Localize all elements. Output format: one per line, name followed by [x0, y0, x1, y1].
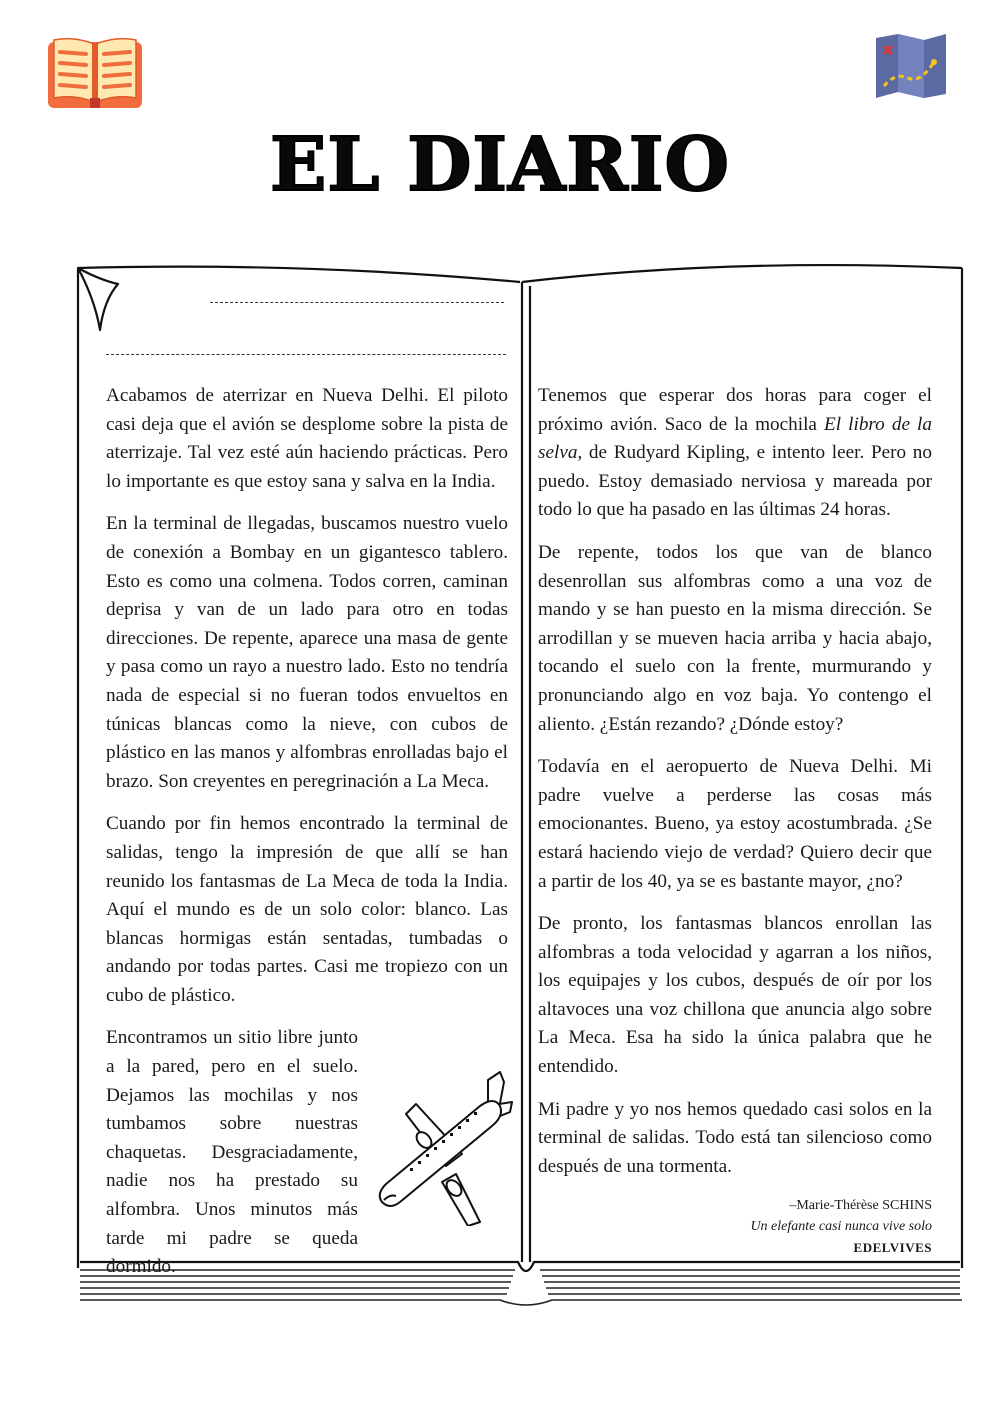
- paragraph: Mi padre y yo nos hemos quedado casi solos en la terminal de salidas. Todo está tan silencioso como después de una tormenta.: [538, 1098, 932, 1177]
- blank-line-top: [210, 302, 504, 303]
- blank-line-bottom: [106, 354, 506, 355]
- source-credit: [538, 1195, 932, 1258]
- airplane-illustration: [376, 1070, 514, 1226]
- paragraph: En la terminal de llegadas, buscamos nuestro vuelo de conexión a Bombay en un gigantesco tablero. Esto es como una colmena. Todos corren, caminan deprisa y van de un lado para otro en todas direcciones. De repente, aparece una masa de gente y pasa como un rayo a nuestro lado. Esto no tendría nada de especial si no fueran todos envueltos en túnicas blancas como la nieve, con cubos de plástico en las manos y alfombras enrolladas bajo el brazo. Son creyentes en peregrinación a La Meca.: [106, 513, 508, 792]
- paragraph: Cuando por fin hemos encontrado la terminal de salidas, tengo la impresión de que allí se han reunido los fantasmas de La Meca de toda la India. Aquí el mundo es de un solo color: blanco. Las blancas hormigas están sentadas, tumbadas o andando por todas partes. Casi me tropiezo con un cubo de plástico.: [106, 813, 508, 1006]
- paragraph-text: , de Rudyard Kipling, e intento leer. Pero no puedo. Estoy demasiado nerviosa y mareada por todo lo que ha pasado en las últimas 24 horas.: [538, 442, 932, 521]
- credit-book-title: Un elefante casi nunca vive solo: [750, 1219, 932, 1235]
- credit-publisher: EDELVIVES: [853, 1240, 932, 1256]
- paragraph: Acabamos de aterrizar en Nueva Delhi. El piloto casi deja que el avión se desplome sobre la pista de aterrizaje. Tal vez esté aún haciendo prácticas. Pero lo importante es que estoy sana y salva en la India.: [106, 385, 508, 492]
- paragraph-text: Tenemos que esperar dos horas para coger el próximo avión. Saco de la mochila: [538, 385, 932, 435]
- paragraph: De pronto, los fantasmas blancos enrollan las alfombras a toda velocidad y agarran a los niños, los equipajes y los cubos, después de oír por los altavoces una voz chillona que anuncia algo sobre La Meca. Esa ha sido la única palabra que he entendido.: [538, 913, 932, 1078]
- book-title-inline: El libro de la selva: [538, 413, 932, 464]
- credit-author: –Marie-Thérèse SCHINS: [789, 1198, 932, 1214]
- paragraph: [538, 382, 932, 525]
- treasure-map-icon: [874, 32, 948, 100]
- paragraph: Todavía en el aeropuerto de Nueva Delhi. Mi padre vuelve a perderse las cosas más emocionantes. Bueno, ya estoy acostumbrada. ¿Se estará haciendo viejo de verdad? Quiero decir que a partir de los 40, ya se es bastante mayor, ¿no?: [538, 756, 932, 892]
- page-title: EL DIARIO: [270, 122, 730, 208]
- paragraph: De repente, todos los que van de blanco desenrollan sus alfombras como a una voz de mando y se han puesto en la misma dirección. Se arrodillan y se mueven hacia arriba y hacia abajo, tocando el suelo con la frente, murmurando y pronunciando algo en voz baja. Yo contengo el aliento. ¿Están rezando? ¿Dónde estoy?: [538, 541, 932, 735]
- paragraph: Encontramos un sitio libre junto a la pared, pero en el suelo. Dejamos las mochilas y nos tumbamos sobre nuestras chaquetas. Desgraciadamente, nadie nos ha prestado su alfombra. Unos minutos más tarde mi padre se queda dormido.: [106, 1027, 358, 1278]
- right-page-text: [538, 382, 932, 1258]
- open-book-icon: [46, 36, 144, 110]
